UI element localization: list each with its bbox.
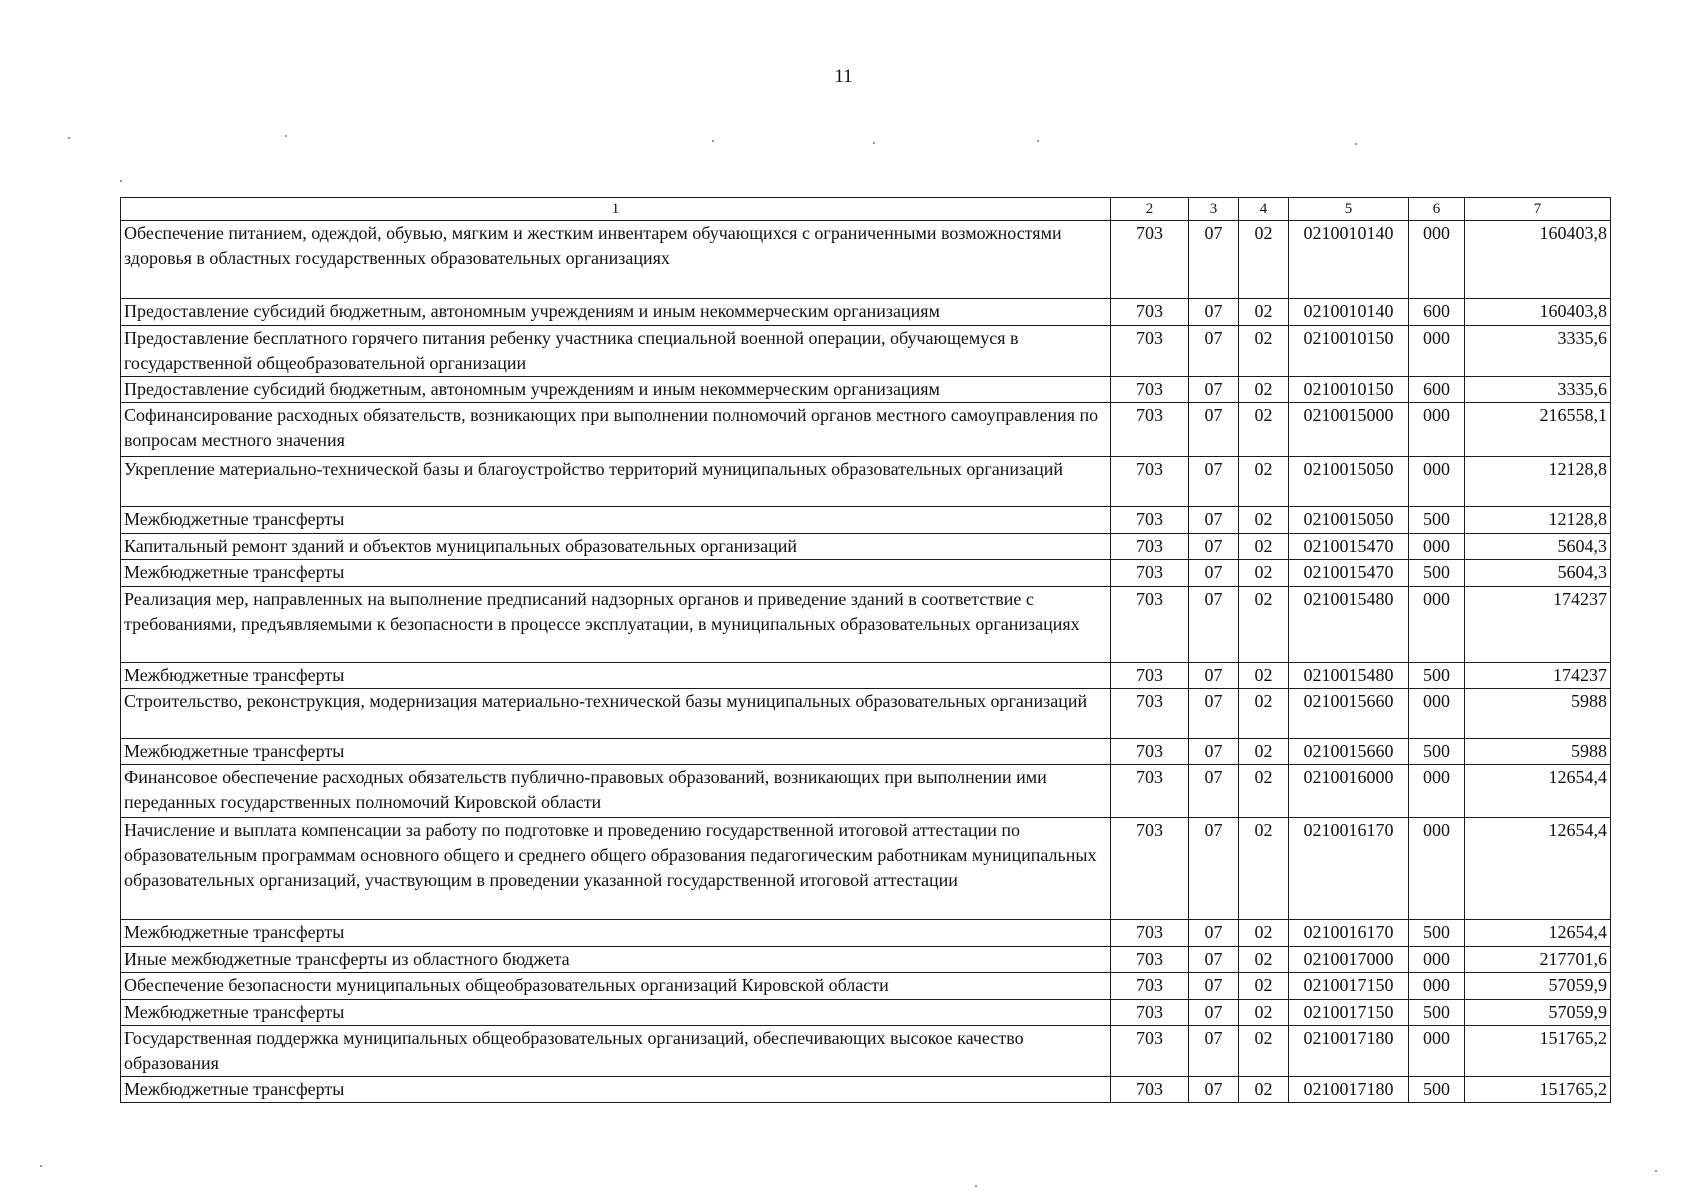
row-code-6-cell: 000 — [1409, 947, 1465, 973]
row-code-6-cell: 000 — [1409, 326, 1465, 377]
row-code-2-cell: 703 — [1111, 765, 1189, 818]
row-code-4-cell: 02 — [1239, 326, 1289, 377]
row-code-5-cell: 0210015470 — [1289, 534, 1409, 560]
row-code-4-cell: 02 — [1239, 1026, 1289, 1077]
row-code-5-cell: 0210015480 — [1289, 587, 1409, 663]
row-code-3-cell: 07 — [1189, 326, 1239, 377]
row-code-4-cell: 02 — [1239, 947, 1289, 973]
scan-speck — [873, 142, 875, 144]
row-code-4-cell: 02 — [1239, 1077, 1289, 1103]
row-code-4-cell: 02 — [1239, 560, 1289, 587]
row-code-4-cell: 02 — [1239, 534, 1289, 560]
row-code-4-cell: 02 — [1239, 457, 1289, 507]
row-amount-cell: 12654,4 — [1465, 818, 1611, 920]
row-code-2-cell: 703 — [1111, 221, 1189, 299]
table-row — [121, 947, 1611, 973]
row-code-6-cell: 000 — [1409, 765, 1465, 818]
row-code-6-cell: 500 — [1409, 663, 1465, 689]
row-code-2-cell: 703 — [1111, 299, 1189, 326]
row-name-cell: Межбюджетные трансферты — [121, 1077, 1111, 1103]
row-code-5-cell: 0210016170 — [1289, 920, 1409, 947]
row-amount-cell: 217701,6 — [1465, 947, 1611, 973]
table-row — [121, 663, 1611, 689]
table-row — [121, 377, 1611, 403]
row-code-4-cell: 02 — [1239, 403, 1289, 457]
row-code-4-cell: 02 — [1239, 920, 1289, 947]
row-name-cell: Обеспечение безопасности муниципальных общеобразовательных организаций Кировской области — [121, 973, 1111, 1000]
row-code-5-cell: 0210016000 — [1289, 765, 1409, 818]
row-amount-cell: 3335,6 — [1465, 377, 1611, 403]
row-name-cell: Межбюджетные трансферты — [121, 507, 1111, 534]
row-code-3-cell: 07 — [1189, 1000, 1239, 1026]
header-cell: 3 — [1189, 198, 1239, 221]
row-code-3-cell: 07 — [1189, 973, 1239, 1000]
table-row — [121, 973, 1611, 1000]
row-name-cell: Начисление и выплата компенсации за работу по подготовке и проведению государственной итоговой аттестации по образовательным программам основного общего и среднего общего образования педагогическим работникам муниципальных образовательных организаций, участвующим в проведении указанной государственной итоговой аттестации — [121, 818, 1111, 920]
row-code-6-cell: 500 — [1409, 920, 1465, 947]
page-number: 11 — [834, 66, 853, 87]
budget-table — [120, 197, 1611, 1103]
row-code-2-cell: 703 — [1111, 1077, 1189, 1103]
row-amount-cell: 57059,9 — [1465, 973, 1611, 1000]
row-name-cell: Строительство, реконструкция, модернизация материально-технической базы муниципальных образовательных организаций — [121, 689, 1111, 739]
scan-speck — [68, 137, 70, 139]
row-code-6-cell: 000 — [1409, 1026, 1465, 1077]
scan-speck — [1655, 1170, 1657, 1172]
table-row — [121, 457, 1611, 507]
row-code-5-cell: 0210010140 — [1289, 221, 1409, 299]
row-code-3-cell: 07 — [1189, 818, 1239, 920]
table-row — [121, 560, 1611, 587]
row-name-cell: Иные межбюджетные трансферты из областного бюджета — [121, 947, 1111, 973]
row-code-5-cell: 0210017150 — [1289, 1000, 1409, 1026]
table-row — [121, 403, 1611, 457]
row-code-4-cell: 02 — [1239, 765, 1289, 818]
row-code-4-cell: 02 — [1239, 221, 1289, 299]
row-code-2-cell: 703 — [1111, 818, 1189, 920]
header-cell: 6 — [1409, 198, 1465, 221]
row-name-cell: Софинансирование расходных обязательств, возникающих при выполнении полномочий органов местного самоуправления по вопросам местного значения — [121, 403, 1111, 457]
row-code-5-cell: 0210015660 — [1289, 739, 1409, 765]
scan-speck — [1037, 140, 1039, 142]
row-code-5-cell: 0210015470 — [1289, 560, 1409, 587]
row-code-4-cell: 02 — [1239, 689, 1289, 739]
row-name-cell: Финансовое обеспечение расходных обязательств публично-правовых образований, возникающих при выполнении ими переданных государственных полномочий Кировской области — [121, 765, 1111, 818]
row-code-5-cell: 0210017180 — [1289, 1026, 1409, 1077]
row-name-cell: Межбюджетные трансферты — [121, 920, 1111, 947]
row-code-3-cell: 07 — [1189, 534, 1239, 560]
row-code-5-cell: 0210017150 — [1289, 973, 1409, 1000]
header-cell: 4 — [1239, 198, 1289, 221]
row-code-2-cell: 703 — [1111, 689, 1189, 739]
row-code-4-cell: 02 — [1239, 973, 1289, 1000]
row-code-4-cell: 02 — [1239, 377, 1289, 403]
row-code-5-cell: 0210010140 — [1289, 299, 1409, 326]
table-row — [121, 534, 1611, 560]
row-code-5-cell: 0210015480 — [1289, 663, 1409, 689]
row-amount-cell: 3335,6 — [1465, 326, 1611, 377]
row-name-cell: Предоставление бесплатного горячего питания ребенку участника специальной военной операции, обучающемуся в государственной общеобразовательной организации — [121, 326, 1111, 377]
row-code-6-cell: 500 — [1409, 507, 1465, 534]
row-code-4-cell: 02 — [1239, 587, 1289, 663]
row-code-3-cell: 07 — [1189, 947, 1239, 973]
row-code-4-cell: 02 — [1239, 663, 1289, 689]
row-amount-cell: 12654,4 — [1465, 765, 1611, 818]
row-code-5-cell: 0210016170 — [1289, 818, 1409, 920]
row-amount-cell: 12128,8 — [1465, 457, 1611, 507]
row-code-3-cell: 07 — [1189, 689, 1239, 739]
row-code-5-cell: 0210015050 — [1289, 507, 1409, 534]
row-code-6-cell: 600 — [1409, 299, 1465, 326]
row-name-cell: Межбюджетные трансферты — [121, 663, 1111, 689]
row-code-3-cell: 07 — [1189, 221, 1239, 299]
row-code-2-cell: 703 — [1111, 973, 1189, 1000]
row-code-2-cell: 703 — [1111, 587, 1189, 663]
table-row — [121, 739, 1611, 765]
row-code-4-cell: 02 — [1239, 299, 1289, 326]
row-code-2-cell: 703 — [1111, 560, 1189, 587]
row-amount-cell: 151765,2 — [1465, 1026, 1611, 1077]
row-code-3-cell: 07 — [1189, 1026, 1239, 1077]
row-name-cell: Предоставление субсидий бюджетным, автономным учреждениям и иным некоммерческим организациям — [121, 377, 1111, 403]
header-cell: 2 — [1111, 198, 1189, 221]
table-row — [121, 507, 1611, 534]
row-name-cell: Обеспечение питанием, одеждой, обувью, мягким и жестким инвентарем обучающихся с ограниченными возможностями здоровья в областных государственных образовательных организациях — [121, 221, 1111, 299]
row-code-5-cell: 0210010150 — [1289, 326, 1409, 377]
table-row — [121, 765, 1611, 818]
row-code-3-cell: 07 — [1189, 1077, 1239, 1103]
header-row — [121, 198, 1611, 221]
scan-speck — [1355, 143, 1357, 145]
row-code-5-cell: 0210015000 — [1289, 403, 1409, 457]
row-code-2-cell: 703 — [1111, 947, 1189, 973]
row-code-3-cell: 07 — [1189, 403, 1239, 457]
table-row — [121, 221, 1611, 299]
row-code-3-cell: 07 — [1189, 920, 1239, 947]
row-code-2-cell: 703 — [1111, 739, 1189, 765]
row-amount-cell: 5988 — [1465, 739, 1611, 765]
scan-speck — [285, 135, 287, 137]
row-code-5-cell: 0210015660 — [1289, 689, 1409, 739]
row-name-cell: Межбюджетные трансферты — [121, 1000, 1111, 1026]
row-code-3-cell: 07 — [1189, 739, 1239, 765]
row-name-cell: Межбюджетные трансферты — [121, 739, 1111, 765]
row-code-5-cell: 0210017180 — [1289, 1077, 1409, 1103]
table-row — [121, 1077, 1611, 1103]
row-amount-cell: 160403,8 — [1465, 221, 1611, 299]
row-name-cell: Предоставление субсидий бюджетным, автономным учреждениям и иным некоммерческим организациям — [121, 299, 1111, 326]
row-code-6-cell: 000 — [1409, 818, 1465, 920]
table-row — [121, 818, 1611, 920]
row-code-6-cell: 000 — [1409, 221, 1465, 299]
row-code-5-cell: 0210010150 — [1289, 377, 1409, 403]
row-amount-cell: 5604,3 — [1465, 534, 1611, 560]
scan-speck — [975, 1185, 977, 1187]
row-code-6-cell: 500 — [1409, 1000, 1465, 1026]
row-code-4-cell: 02 — [1239, 739, 1289, 765]
row-code-5-cell: 0210017000 — [1289, 947, 1409, 973]
row-code-6-cell: 000 — [1409, 973, 1465, 1000]
row-amount-cell: 174237 — [1465, 587, 1611, 663]
row-code-2-cell: 703 — [1111, 1000, 1189, 1026]
table-body — [121, 221, 1611, 1103]
row-code-3-cell: 07 — [1189, 765, 1239, 818]
row-code-3-cell: 07 — [1189, 377, 1239, 403]
row-amount-cell: 216558,1 — [1465, 403, 1611, 457]
row-amount-cell: 12654,4 — [1465, 920, 1611, 947]
row-code-3-cell: 07 — [1189, 663, 1239, 689]
row-code-2-cell: 703 — [1111, 377, 1189, 403]
row-amount-cell: 151765,2 — [1465, 1077, 1611, 1103]
table-row — [121, 920, 1611, 947]
row-amount-cell: 160403,8 — [1465, 299, 1611, 326]
row-code-6-cell: 000 — [1409, 689, 1465, 739]
row-name-cell: Капитальный ремонт зданий и объектов муниципальных образовательных организаций — [121, 534, 1111, 560]
row-amount-cell: 57059,9 — [1465, 1000, 1611, 1026]
table-row — [121, 299, 1611, 326]
row-name-cell: Укрепление материально-технической базы и благоустройство территорий муниципальных образовательных организаций — [121, 457, 1111, 507]
row-name-cell: Межбюджетные трансферты — [121, 560, 1111, 587]
table-row — [121, 1026, 1611, 1077]
scan-speck — [120, 180, 122, 182]
header-cell: 1 — [121, 198, 1111, 221]
row-code-4-cell: 02 — [1239, 818, 1289, 920]
header-cell: 5 — [1289, 198, 1409, 221]
table-row — [121, 689, 1611, 739]
header-cell: 7 — [1465, 198, 1611, 221]
row-code-6-cell: 500 — [1409, 739, 1465, 765]
row-code-3-cell: 07 — [1189, 560, 1239, 587]
row-code-4-cell: 02 — [1239, 507, 1289, 534]
row-amount-cell: 12128,8 — [1465, 507, 1611, 534]
row-code-6-cell: 600 — [1409, 377, 1465, 403]
row-code-6-cell: 500 — [1409, 1077, 1465, 1103]
row-code-2-cell: 703 — [1111, 507, 1189, 534]
row-code-2-cell: 703 — [1111, 457, 1189, 507]
row-code-2-cell: 703 — [1111, 534, 1189, 560]
row-name-cell: Государственная поддержка муниципальных общеобразовательных организаций, обеспечивающих высокое качество образования — [121, 1026, 1111, 1077]
row-code-6-cell: 000 — [1409, 587, 1465, 663]
row-code-5-cell: 0210015050 — [1289, 457, 1409, 507]
row-code-6-cell: 000 — [1409, 534, 1465, 560]
row-amount-cell: 5988 — [1465, 689, 1611, 739]
row-code-6-cell: 500 — [1409, 560, 1465, 587]
row-code-6-cell: 000 — [1409, 403, 1465, 457]
row-amount-cell: 5604,3 — [1465, 560, 1611, 587]
row-code-2-cell: 703 — [1111, 1026, 1189, 1077]
row-code-2-cell: 703 — [1111, 920, 1189, 947]
row-amount-cell: 174237 — [1465, 663, 1611, 689]
row-code-2-cell: 703 — [1111, 326, 1189, 377]
scan-speck — [712, 140, 714, 142]
row-code-4-cell: 02 — [1239, 1000, 1289, 1026]
row-code-3-cell: 07 — [1189, 457, 1239, 507]
row-code-3-cell: 07 — [1189, 507, 1239, 534]
table-row — [121, 1000, 1611, 1026]
scan-speck — [40, 1165, 42, 1167]
table-row — [121, 326, 1611, 377]
row-name-cell: Реализация мер, направленных на выполнение предписаний надзорных органов и приведение зданий в соответствие с требованиями, предъявляемыми к безопасности в процессе эксплуатации, в муниципальных образовательных организациях — [121, 587, 1111, 663]
row-code-3-cell: 07 — [1189, 299, 1239, 326]
row-code-2-cell: 703 — [1111, 663, 1189, 689]
row-code-6-cell: 000 — [1409, 457, 1465, 507]
row-code-3-cell: 07 — [1189, 587, 1239, 663]
row-code-2-cell: 703 — [1111, 403, 1189, 457]
table-row — [121, 587, 1611, 663]
